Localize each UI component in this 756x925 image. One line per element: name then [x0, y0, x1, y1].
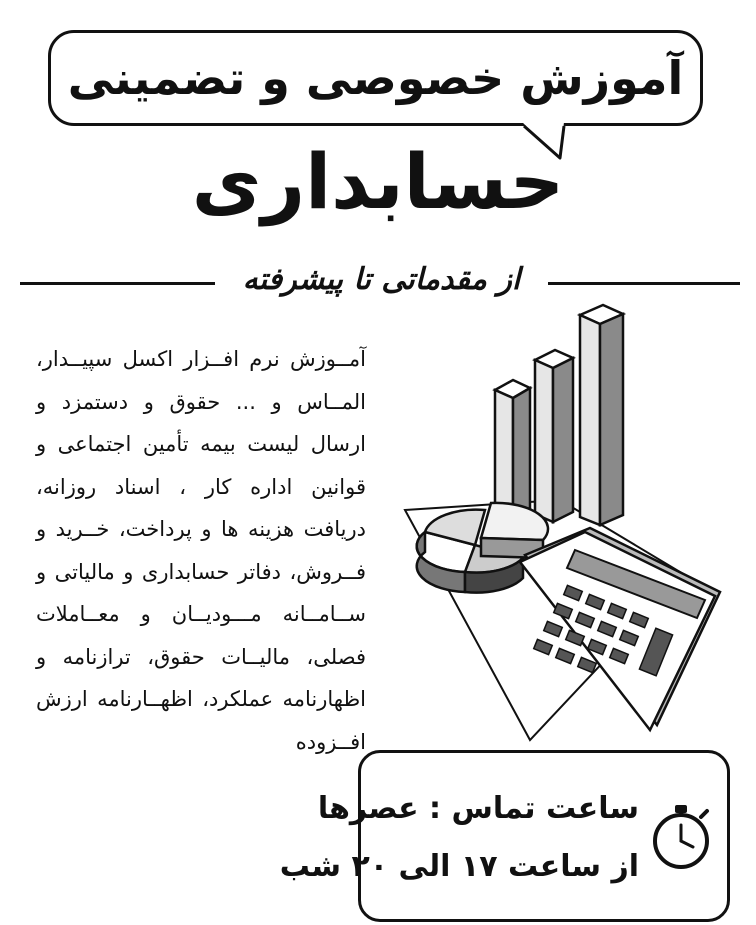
divider-left [20, 282, 215, 285]
headline: آموزش خصوصی و تضمینی [67, 51, 684, 105]
contact-hours-label: ساعت تماس : عصرها [317, 791, 639, 826]
subtitle: از مقدماتی تا پیشرفته [242, 262, 521, 297]
headline-bubble [48, 30, 703, 126]
stopwatch-icon [649, 799, 713, 875]
bar-chart-icon [495, 305, 623, 525]
contact-hours-range: از ساعت ۱۷ الی ۲۰ شب [279, 849, 639, 884]
page-title: حسابداری [191, 137, 565, 226]
divider-right [548, 282, 740, 285]
contact-box [279, 750, 730, 922]
accounting-illustration [385, 300, 730, 750]
course-description: آمــوزش نرم افــزار اکسل سپیــدار، المــاس و ... حقوق و دستمزد و ارسال لیست بیمه تأمین اجتماعی و قوانین اداره کار ، اسناد روزانه، دریافت هزینه ها و پرداخت، خــرید و فــروش، دفاتر حسابداری و مالیاتی و ســامــانه مـــودیــان و معــاملات فصلی، مالیــات حقوق، ترازنامه و اظهارنامه عملکرد، اظهــارنامه ارزش افــزوده [36, 347, 366, 754]
